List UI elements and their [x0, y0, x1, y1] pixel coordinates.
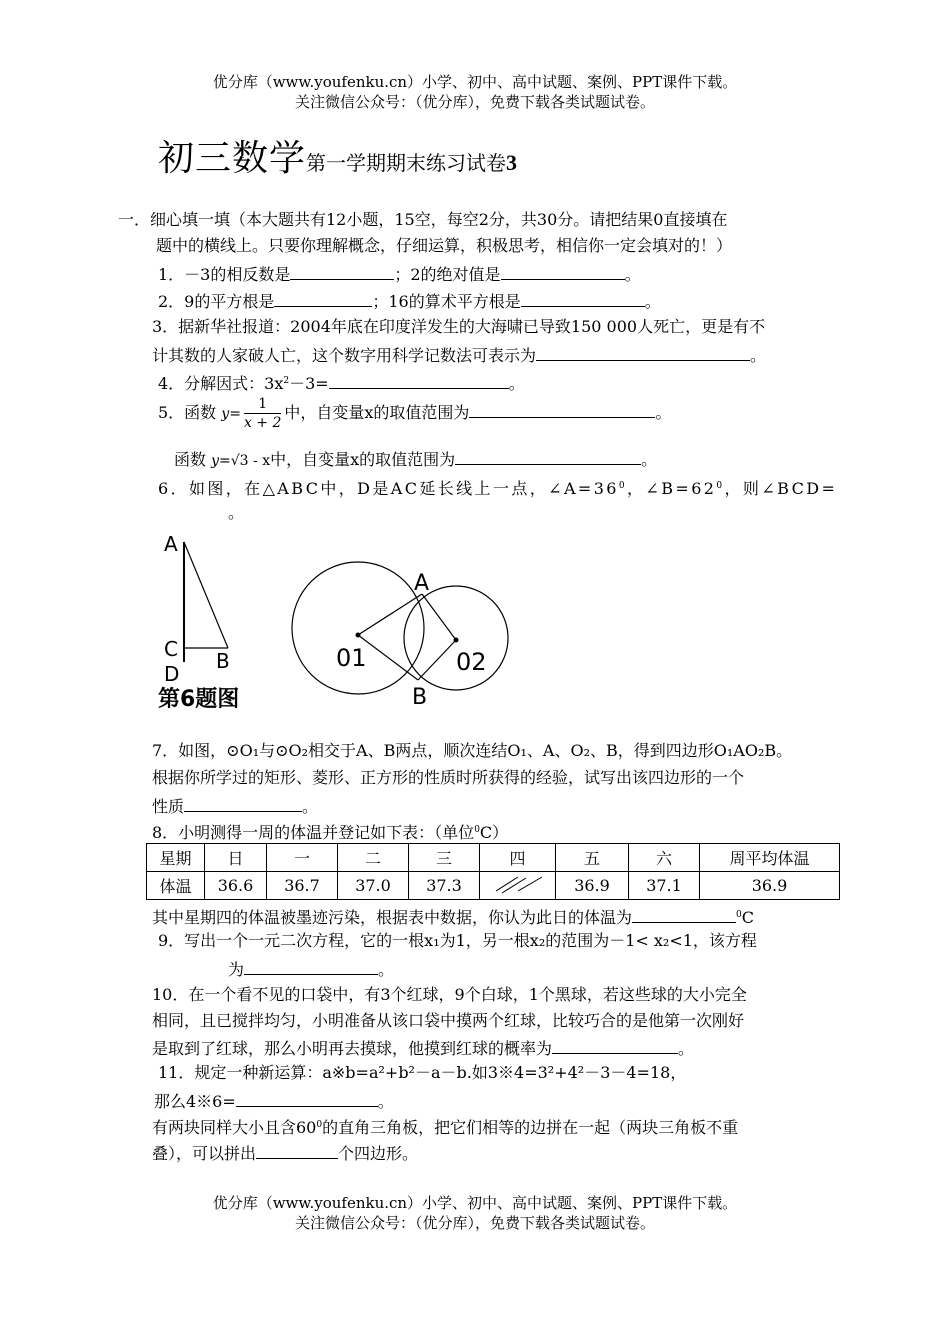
table-cell: 三	[409, 844, 480, 872]
question-9-line-2	[228, 958, 394, 980]
question-12-line-1	[152, 1115, 738, 1138]
table-cell: 四	[480, 844, 556, 872]
question-8-after	[152, 905, 754, 928]
q5-blank-2[interactable]	[455, 448, 641, 465]
q12-text-c: 叠），可以拼出	[152, 1144, 257, 1163]
table-cell: 五	[556, 844, 629, 872]
question-4	[158, 371, 525, 394]
temperature-table	[146, 843, 840, 900]
title-main: 初三数学	[158, 138, 307, 179]
q1-text-b: ；2的绝对值是	[394, 265, 501, 284]
q4-sup: 2	[283, 376, 290, 386]
table-cell: 六	[629, 844, 700, 872]
q6-text-b: ，∠B=62	[627, 479, 717, 498]
q5-fraction	[244, 395, 281, 432]
q1-blank-2[interactable]	[501, 263, 625, 280]
question-11-line-1: 11．规定一种新运算：a※b=a²+b²－a－b.如3※4=3²+4²－3－4=18，	[158, 1063, 687, 1082]
figure-caption: 第6题图	[158, 687, 240, 712]
question-9-line-1: 9．写出一个一元二次方程，它的一根x₁为1，另一根x₂的范围为－1< x₂<1，该方程	[158, 931, 757, 950]
label-d: D	[164, 662, 180, 686]
section-intro-1: 一．细心填一填（本大题共有12小题，15空，每空2分，共30分。请把结果0直接填在	[118, 210, 728, 229]
table-cell: 36.7	[267, 872, 338, 900]
q5-end-1: 。	[655, 403, 672, 422]
q4-end: 。	[508, 374, 525, 393]
q3-blank[interactable]	[536, 344, 750, 361]
question-11-line-2	[154, 1090, 394, 1112]
q4-blank[interactable]	[329, 372, 509, 389]
point-o2	[454, 638, 459, 643]
table-cell: 36.9	[556, 872, 629, 900]
table-cell: 星期	[147, 844, 205, 872]
q4-text-a: 4．分解因式：3x	[158, 374, 284, 393]
q12-text-a: 有两块同样大小且含60	[152, 1118, 317, 1137]
q6-text-c: ，则∠BCD=	[724, 479, 838, 498]
table-cell: 37.3	[409, 872, 480, 900]
q7-end: 。	[302, 797, 319, 816]
q8-after-unit: C	[741, 908, 754, 927]
q10-end: 。	[678, 1039, 695, 1058]
q8-blank[interactable]	[632, 906, 736, 923]
q10-blank[interactable]	[552, 1037, 678, 1054]
q12-text-b: 的直角三角板，把它们相等的边拼在一起（两块三角板不重	[322, 1118, 739, 1137]
table-cell: 日	[205, 844, 267, 872]
q2-text-a: 2．9的平方根是	[158, 292, 275, 311]
question-12-line-2	[152, 1142, 418, 1164]
q9-end: 。	[378, 960, 395, 979]
q8-after-sup: 0	[736, 910, 742, 920]
question-3-line-2	[152, 344, 766, 366]
triangle-figure	[158, 532, 239, 712]
header-line-1: 优分库（www.youfenku.cn）小学、初中、高中试题、案例、PPT课件下载。	[212, 73, 738, 91]
table-row	[147, 872, 840, 900]
table-cell: 二	[338, 844, 409, 872]
figure-6	[150, 528, 550, 718]
section-intro-2: 题中的横线上。只要你理解概念，仔细运算，积极思考，相信你一定会填对的！）	[156, 236, 733, 255]
question-5-line-1	[158, 395, 671, 432]
q3-text: 计其数的人家破人亡，这个数字用科学记数法可表示为	[152, 346, 537, 365]
ink-stain-cell	[480, 872, 556, 900]
question-1	[158, 263, 641, 285]
q5-blank-1[interactable]	[469, 401, 655, 418]
label-a: A	[164, 532, 178, 556]
circles-figure	[292, 562, 508, 710]
question-7-line-3	[152, 795, 318, 817]
segment-o1a	[358, 594, 422, 635]
label-b: B	[216, 649, 230, 673]
question-10-line-2: 相同，且已搅拌均匀，小明准备从该口袋中摸两个红球，比较巧合的是他第一次刚好	[152, 1011, 745, 1030]
q7-text: 性质	[152, 797, 185, 816]
q2-end: 。	[644, 292, 661, 311]
circle-label-a: A	[414, 571, 430, 596]
q5-denominator: x + 2	[243, 415, 282, 431]
q5-text-c: 函数	[174, 450, 207, 469]
question-8-intro	[152, 820, 508, 843]
q1-end: 。	[624, 265, 641, 284]
table-cell: 周平均体温	[700, 844, 840, 872]
q7-blank[interactable]	[184, 795, 302, 812]
question-2	[158, 290, 661, 312]
q8-after-text: 其中星期四的体温被墨迹污染，根据表中数据，你认为此日的体温为	[152, 908, 633, 927]
header-line-2: 关注微信公众号：（优分库），免费下载各类试题试卷。	[294, 93, 655, 111]
q5-y-2: y	[211, 453, 220, 469]
q5-text-a: 5．函数	[158, 403, 217, 422]
q10-text: 是取到了红球，那么小明再去摸球，他摸到红球的概率为	[152, 1039, 553, 1058]
q6-text-a: 6．如图，在△ABC中，D是AC延长线上一点，∠A=36	[158, 479, 619, 498]
segment-bo2	[418, 640, 456, 680]
point-o1	[356, 633, 361, 638]
table-cell: 37.0	[338, 872, 409, 900]
q5-text-b: 中，自变量x的取值范围为	[284, 403, 470, 422]
side-ab	[184, 542, 228, 648]
ink-stain	[488, 873, 548, 895]
q12-blank[interactable]	[256, 1142, 338, 1159]
question-7-line-1: 7．如图，⊙O₁与⊙O₂相交于A、B两点，顺次连结O₁、A、O₂、B，得到四边形O₁AO₂B。	[152, 741, 793, 760]
table-header-row	[147, 844, 840, 872]
q12-sup: 0	[316, 1120, 323, 1130]
q11-end: 。	[377, 1092, 394, 1111]
q5-numerator: 1	[244, 395, 281, 414]
question-7-line-2: 根据你所学过的矩形、菱形、正方形的性质时所获得的经验，试写出该四边形的一个	[152, 768, 745, 787]
title-number: 3	[506, 150, 518, 175]
q9-text: 为	[228, 960, 245, 979]
q4-text-b: －3=	[289, 374, 329, 393]
circle-label-o2: 02	[456, 648, 487, 676]
page-title	[158, 130, 517, 181]
footer-line-1: 优分库（www.youfenku.cn）小学、初中、高中试题、案例、PPT课件下载。	[212, 1194, 738, 1212]
title-sub: 第一学期期末练习试卷	[306, 151, 507, 175]
question-5-line-2	[174, 448, 657, 471]
q8-unit: C）	[479, 823, 509, 842]
label-c: C	[164, 637, 178, 661]
q2-blank-2[interactable]	[521, 290, 645, 307]
q2-text-b: ；16的算术平方根是	[372, 292, 521, 311]
table-cell: 37.1	[629, 872, 700, 900]
q1-blank-1[interactable]	[290, 263, 394, 280]
q8-unit-sup: 0	[474, 825, 480, 835]
q5-eq-2: =	[219, 453, 231, 469]
q2-blank-1[interactable]	[274, 290, 372, 307]
table-cell: 一	[267, 844, 338, 872]
table-cell: 体温	[147, 872, 205, 900]
q11-blank[interactable]	[236, 1090, 378, 1107]
q5-sqrt: √3 - x	[230, 453, 271, 469]
question-10-line-1: 10．在一个看不见的口袋中，有3个红球，9个白球，1个黑球，若这些球的大小完全	[152, 985, 747, 1004]
segment-ao2	[422, 594, 456, 640]
table-cell: 36.9	[700, 872, 840, 900]
circle-label-b: B	[412, 685, 428, 710]
question-6-line-1	[158, 476, 837, 499]
q6-sup-1: 0	[618, 481, 628, 491]
q5-text-d: 中，自变量x的取值范围为	[270, 450, 456, 469]
footer-line-2: 关注微信公众号：（优分库），免费下载各类试题试卷。	[294, 1214, 655, 1232]
circle-o1	[292, 562, 424, 694]
q9-blank[interactable]	[244, 958, 378, 975]
q3-end: 。	[750, 346, 767, 365]
q5-end-2: 。	[641, 450, 658, 469]
circle-label-o1: 01	[336, 644, 367, 672]
table-cell: 36.6	[205, 872, 267, 900]
question-6-line-2: 。	[228, 503, 245, 522]
q12-text-d: 个四边形。	[338, 1144, 419, 1163]
q1-text-a: 1．－3的相反数是	[158, 265, 291, 284]
q5-y: y	[221, 406, 230, 422]
q11-text: 那么4※6=	[154, 1092, 236, 1111]
segment-o1b	[358, 635, 418, 680]
question-3-line-1: 3．据新华社报道：2004年底在印度洋发生的大海啸已导致150 000人死亡，更是有不	[152, 317, 766, 336]
q5-eq: =	[229, 406, 241, 422]
q8-intro-text: 8．小明测得一周的体温并登记如下表：（单位	[152, 823, 475, 842]
question-10-line-3	[152, 1037, 694, 1059]
q6-sup-2: 0	[716, 481, 725, 491]
